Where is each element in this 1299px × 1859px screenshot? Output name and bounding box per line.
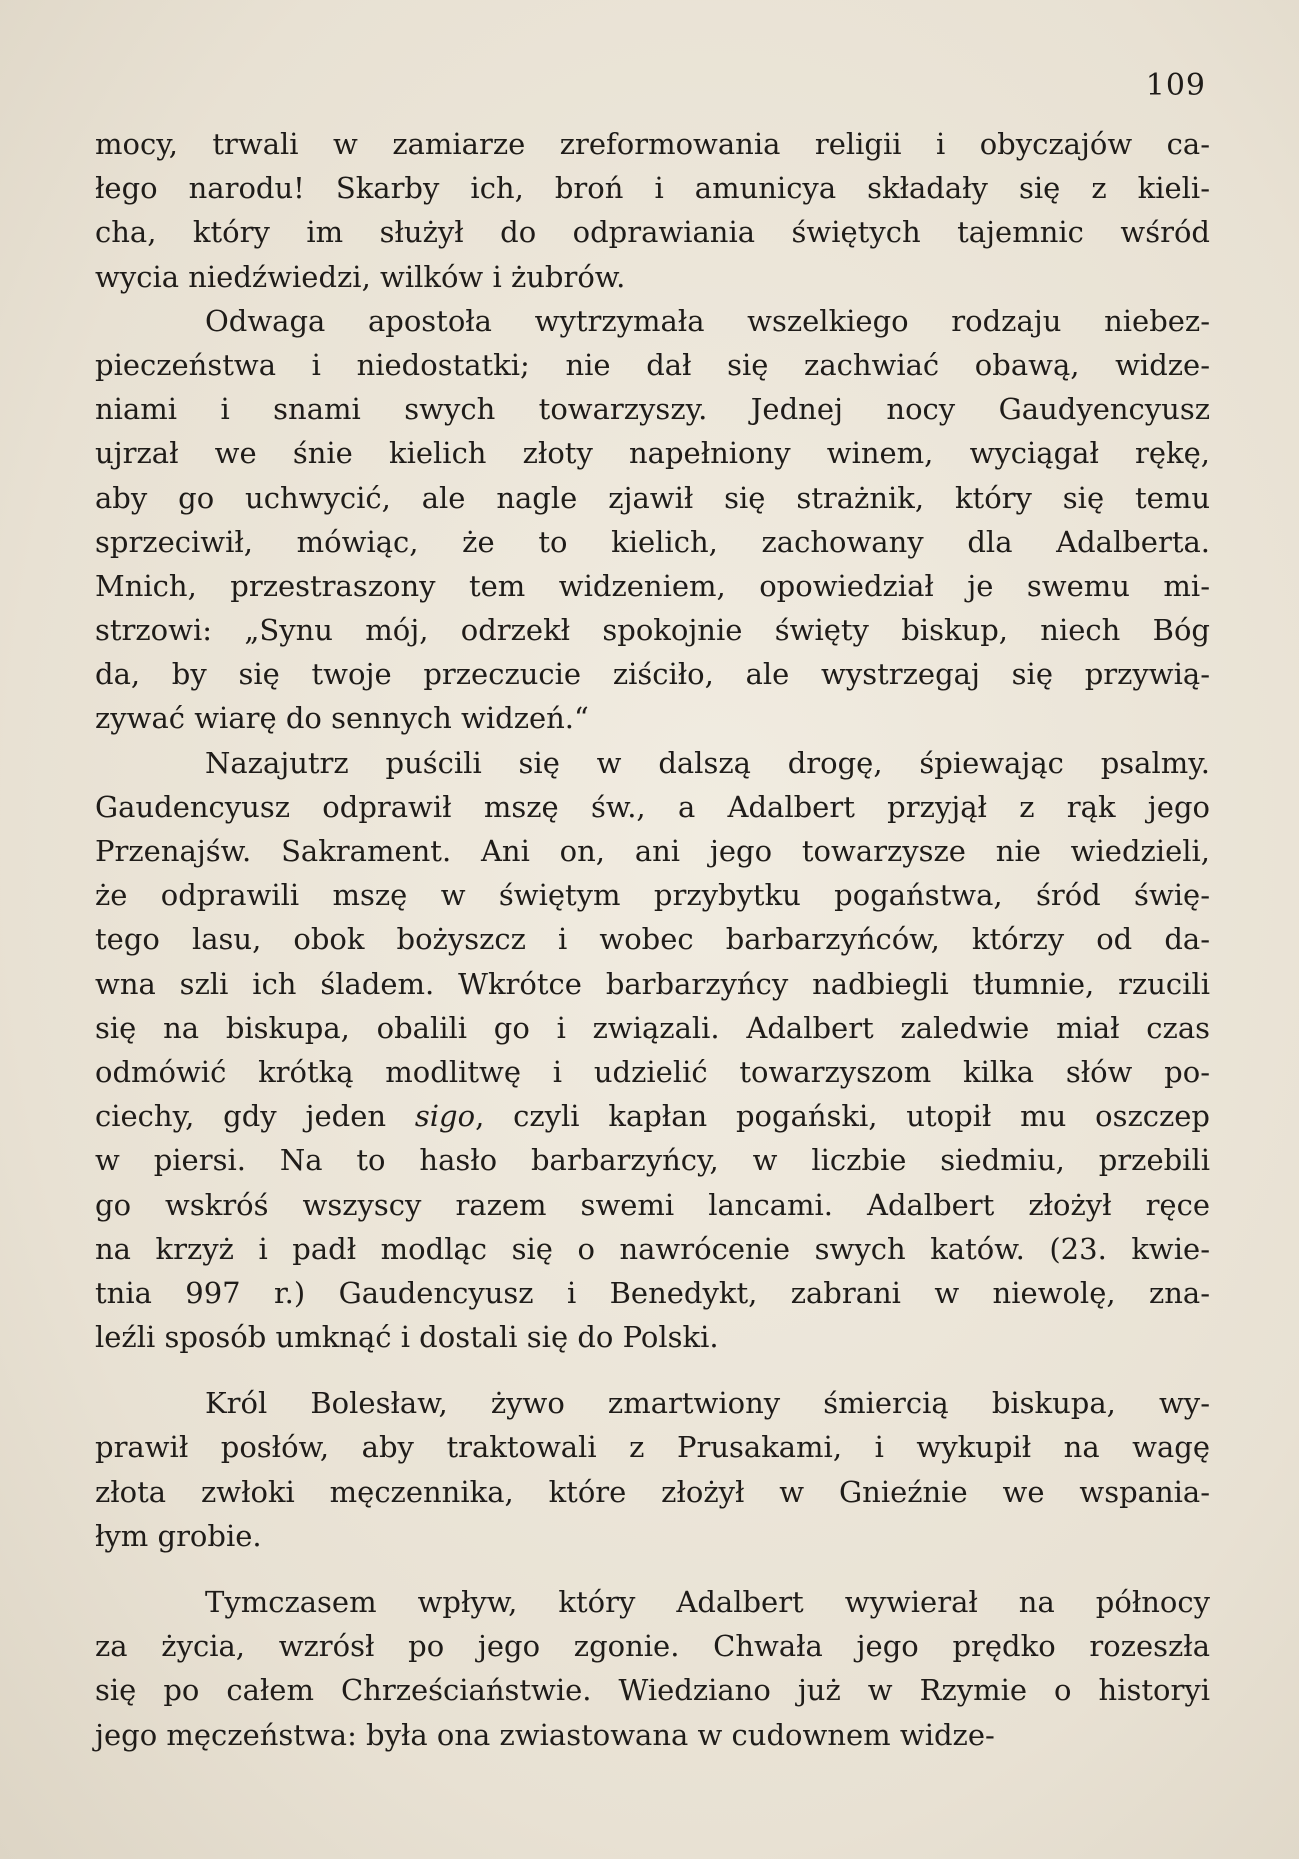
text-line: za życia, wzrósł po jego zgonie. Chwała jego prędko rozeszła: [95, 1629, 1210, 1664]
text-line: cha, który im służył do odprawiania świętych tajemnic wśród: [95, 215, 1210, 250]
text-line: prawił posłów, aby traktowali z Prusakami, i wykupił na wagę: [95, 1430, 1210, 1465]
paragraph: [95, 741, 1210, 1360]
text-line: Odwaga apostoła wytrzymała wszelkiego rodzaju niebez-: [205, 303, 1210, 338]
text-line: Tymczasem wpływ, który Adalbert wywierał na północy: [205, 1585, 1210, 1619]
text-line: pieczeństwa i niedostatki; nie dał się zachwiać obawą, widze-: [95, 347, 1210, 382]
text-line: da, by się twoje przeczucie ziściło, ale wystrzegaj się przywią-: [95, 657, 1210, 692]
text-line: Mnich, przestraszony tem widzeniem, opowiedział je swemu mi-: [95, 568, 1210, 603]
text-line: go wskróś wszyscy razem swemi lancami. Adalbert złożył ręce: [95, 1187, 1210, 1222]
paragraph: [95, 122, 1210, 299]
page-number: 109: [1145, 68, 1206, 103]
text-line: tnia 997 r.) Gaudencyusz i Benedykt, zabrani w niewolę, zna-: [95, 1275, 1210, 1310]
text-line: wna szli ich śladem. Wkrótce barbarzyńcy nadbiegli tłumnie, rzucili: [95, 966, 1210, 1001]
text-line: się na biskupa, obalili go i związali. Adalbert zaledwie miał czas: [95, 1010, 1210, 1045]
paragraph: [95, 1580, 1210, 1757]
paragraph: [95, 1381, 1210, 1558]
text-line: się po całem Chrześciaństwie. Wiedziano już w Rzymie o historyi: [95, 1673, 1210, 1708]
text-line: Król Bolesław, żywo zmartwiony śmiercią biskupa, wy-: [205, 1386, 1210, 1421]
text-line: łego narodu! Skarby ich, broń i amunicya składały się z kieli-: [95, 171, 1210, 206]
paragraph-gap: [95, 1558, 1210, 1580]
body-text: [95, 122, 1210, 1757]
text-line: na krzyż i padł modląc się o nawrócenie swych katów. (23. kwie-: [95, 1231, 1210, 1266]
text-line: niami i snami swych towarzyszy. Jednej nocy Gaudyencyusz: [95, 392, 1210, 427]
text-line: złota zwłoki męczennika, które złożył w Gnieźnie we wspania-: [95, 1474, 1210, 1509]
paragraph: [95, 299, 1210, 741]
text-line: mocy, trwali w zamiarze zreformowania religii i obyczajów ca-: [95, 127, 1210, 161]
text-line: tego lasu, obok bożyszcz i wobec barbarzyńców, którzy od da-: [95, 922, 1210, 957]
text-line: strzowi: „Synu mój, odrzekł spokojnie święty biskup, niech Bóg: [95, 613, 1210, 648]
text-line: że odprawili mszę w świętym przybytku pogaństwa, śród świę-: [95, 878, 1210, 913]
text-line: w piersi. Na to hasło barbarzyńcy, w liczbie siedmiu, przebili: [95, 1143, 1210, 1178]
text-line: sprzeciwił, mówiąc, że to kielich, zachowany dla Adalberta.: [95, 524, 1210, 559]
text-line: ciechy, gdy jeden sigo, czyli kapłan pogański, utopił mu oszczep: [95, 1099, 1211, 1134]
text-line: jego męczeństwa: była ona zwiastowana w cudownem widze-: [95, 1717, 995, 1752]
text-line: ujrzał we śnie kielich złoty napełniony winem, wyciągał rękę,: [95, 436, 1210, 471]
text-line: Przenajśw. Sakrament. Ani on, ani jego towarzysze nie wiedzieli,: [95, 834, 1210, 868]
text-line: aby go uchwycić, ale nagle zjawił się strażnik, który się temu: [95, 480, 1210, 515]
italic-term: sigo: [414, 1099, 476, 1134]
text-line: wycia niedźwiedzi, wilków i żubrów.: [95, 259, 626, 294]
text-line: Gaudencyusz odprawił mszę św., a Adalbert przyjął z rąk jego: [95, 789, 1210, 824]
text-line: leźli sposób umknąć i dostali się do Polski.: [95, 1320, 719, 1355]
text-line: łym grobie.: [95, 1518, 262, 1553]
text-line: zywać wiarę do sennych widzeń.“: [95, 701, 589, 736]
text-line: Nazajutrz puścili się w dalszą drogę, śpiewając psalmy.: [205, 745, 1210, 780]
paragraph-gap: [95, 1359, 1210, 1381]
text-line: odmówić krótką modlitwę i udzielić towarzyszom kilka słów po-: [95, 1054, 1210, 1089]
